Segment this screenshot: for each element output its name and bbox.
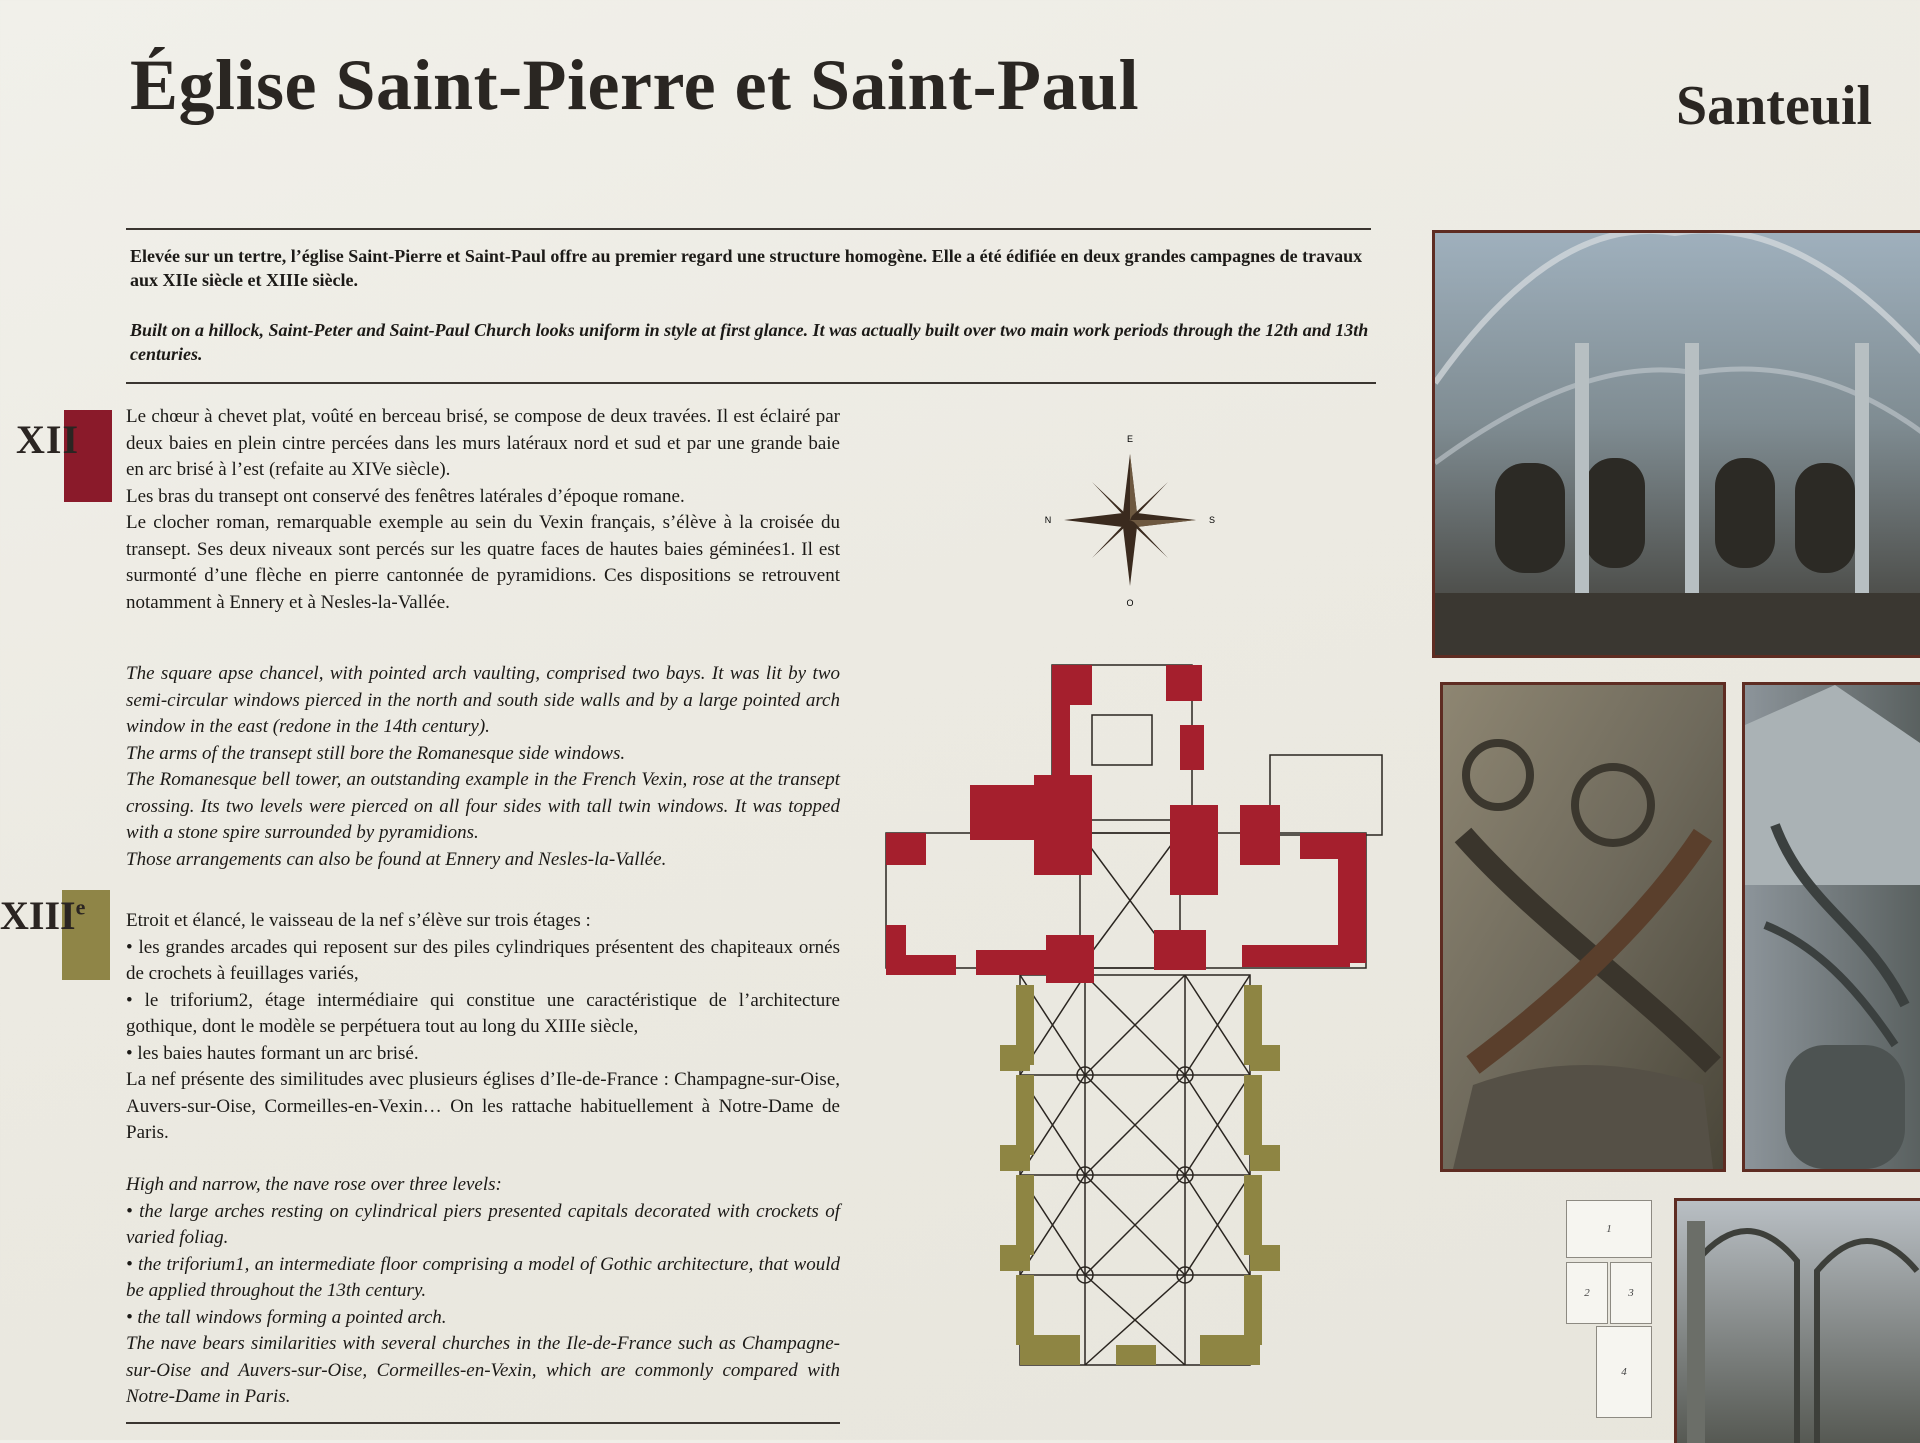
paragraph: Etroit et élancé, le vaisseau de la nef s’élève sur trois étages : (126, 910, 591, 931)
bullet-item: • the large arches resting on cylindrical piers presented capitals decorated with crockets of varied foliag. (126, 1200, 840, 1248)
section-xiii-french (126, 908, 840, 1147)
paragraph: Les bras du transept ont conservé des fenêtres latérales d’époque romane. (126, 485, 685, 507)
period-label-xiii-text: XIII (0, 893, 76, 938)
paragraph: Those arrangements can also be found at Ennery and Nesles-la-Vallée. (126, 848, 667, 870)
photo-capital-detail (1440, 682, 1726, 1172)
paragraph: Le clocher roman, remarquable exemple au sein du Vexin français, s’élève à la croisée du transept. Ses deux niveaux sont percés sur les quatre faces de hautes baies géminées1. Il est surmonté d’une flèche en pierre cantonnée de pyramidions. Ces dispositions se retrouvent notamment à Ennery et à Nesles-la-Vallée. (126, 512, 840, 613)
bullet-item: • le triforium2, étage intermédiaire qui constitue une caractéristique de l’architecture gothique, dont le modèle se perpétuera tout au long du XIIIe siècle, (126, 989, 840, 1037)
compass-west-label: O (1126, 598, 1134, 608)
bullet-item: • the triforium1, an intermediate floor comprising a model of Gothic architecture, that would be applied throughout the 13th century. (126, 1253, 840, 1301)
paragraph: High and narrow, the nave rose over three levels: (126, 1174, 502, 1195)
location-name: Santeuil (1676, 75, 1873, 137)
paragraph: The Romanesque bell tower, an outstanding example in the French Vexin, rose at the transept crossing. Its two levels were pierced on all four sides with tall twin windows. It was topped with a stone spire surrounded by pyramidions. (126, 769, 840, 843)
paragraph: The square apse chancel, with pointed arch vaulting, comprised two bays. It was lit by two semi-circular windows pierced in the north and south side walls and by a large pointed arch window in the east (redone in the 14th century). (126, 663, 840, 737)
photo-interior-lower (1674, 1198, 1920, 1443)
church-floor-plan (870, 655, 1410, 1375)
paragraph: La nef présente des similitudes avec plusieurs églises d’Ile-de-France : Champagne-sur-Oise, Auvers-sur-Oise, Cormeilles-en-Vexin… On les rattache habituellement à Notre-Dame de Paris. (126, 1069, 840, 1143)
intro-english: Built on a hillock, Saint-Peter and Saint-Paul Church looks uniform in style at first glance. It was actually built over two main work periods through the 12th and 13th centuries. (130, 320, 1369, 364)
compass-south-label: S (1208, 515, 1216, 525)
section-xii-french (126, 404, 840, 616)
section-xii-english (126, 661, 840, 873)
page-title: Église Saint-Pierre et Saint-Paul (130, 45, 1140, 125)
period-label-xii: XII (16, 417, 80, 462)
photo-key-2: 2 (1566, 1262, 1608, 1324)
compass-north-label: N (1044, 515, 1052, 525)
bullet-item: • les grandes arcades qui reposent sur des piles cylindriques présentent des chapiteaux ornés de crochets à feuillages variés, (126, 936, 840, 984)
divider-top (126, 228, 1371, 230)
compass-rose-icon (1040, 430, 1220, 610)
photo-column-detail (1742, 682, 1920, 1172)
photo-nave-vaults (1432, 230, 1920, 658)
photo-key-3: 3 (1610, 1262, 1652, 1324)
photo-position-key (1566, 1200, 1656, 1420)
compass-east-label: E (1126, 434, 1134, 444)
paragraph: The nave bears similarities with several churches in the Ile-de-France such as Champagne-sur-Oise and Auvers-sur-Oise, Cormeilles-en-Vexin, which are commonly compared with Notre-Dame in Paris. (126, 1333, 840, 1407)
intro-french: Elevée sur un tertre, l’église Saint-Pierre et Saint-Paul offre au premier regard une structure homogène. Elle a été édifiée en deux grandes campagnes de travaux aux XIIe siècle et XIIIe siècle. (130, 246, 1363, 290)
section-xiii-english (126, 1172, 840, 1411)
bullet-item: • the tall windows forming a pointed arch. (126, 1306, 447, 1328)
divider-intro (126, 382, 1376, 384)
divider-bottom (126, 1422, 840, 1424)
period-label-xiii (0, 892, 85, 939)
photo-key-4: 4 (1596, 1326, 1652, 1418)
bullet-item: • les baies hautes formant un arc brisé. (126, 1042, 419, 1064)
photo-key-1: 1 (1566, 1200, 1652, 1258)
paragraph: Le chœur à chevet plat, voûté en berceau brisé, se compose de deux travées. Il est éclairé par deux baies en plein cintre percées dans les murs latéraux nord et sud et par une grande baie en arc brisé à l’est (refaite au XIVe siècle). (126, 406, 840, 480)
paragraph: The arms of the transept still bore the Romanesque side windows. (126, 742, 626, 764)
period-label-xiii-sup: e (75, 894, 86, 920)
plan-xii-walls (886, 665, 1366, 983)
